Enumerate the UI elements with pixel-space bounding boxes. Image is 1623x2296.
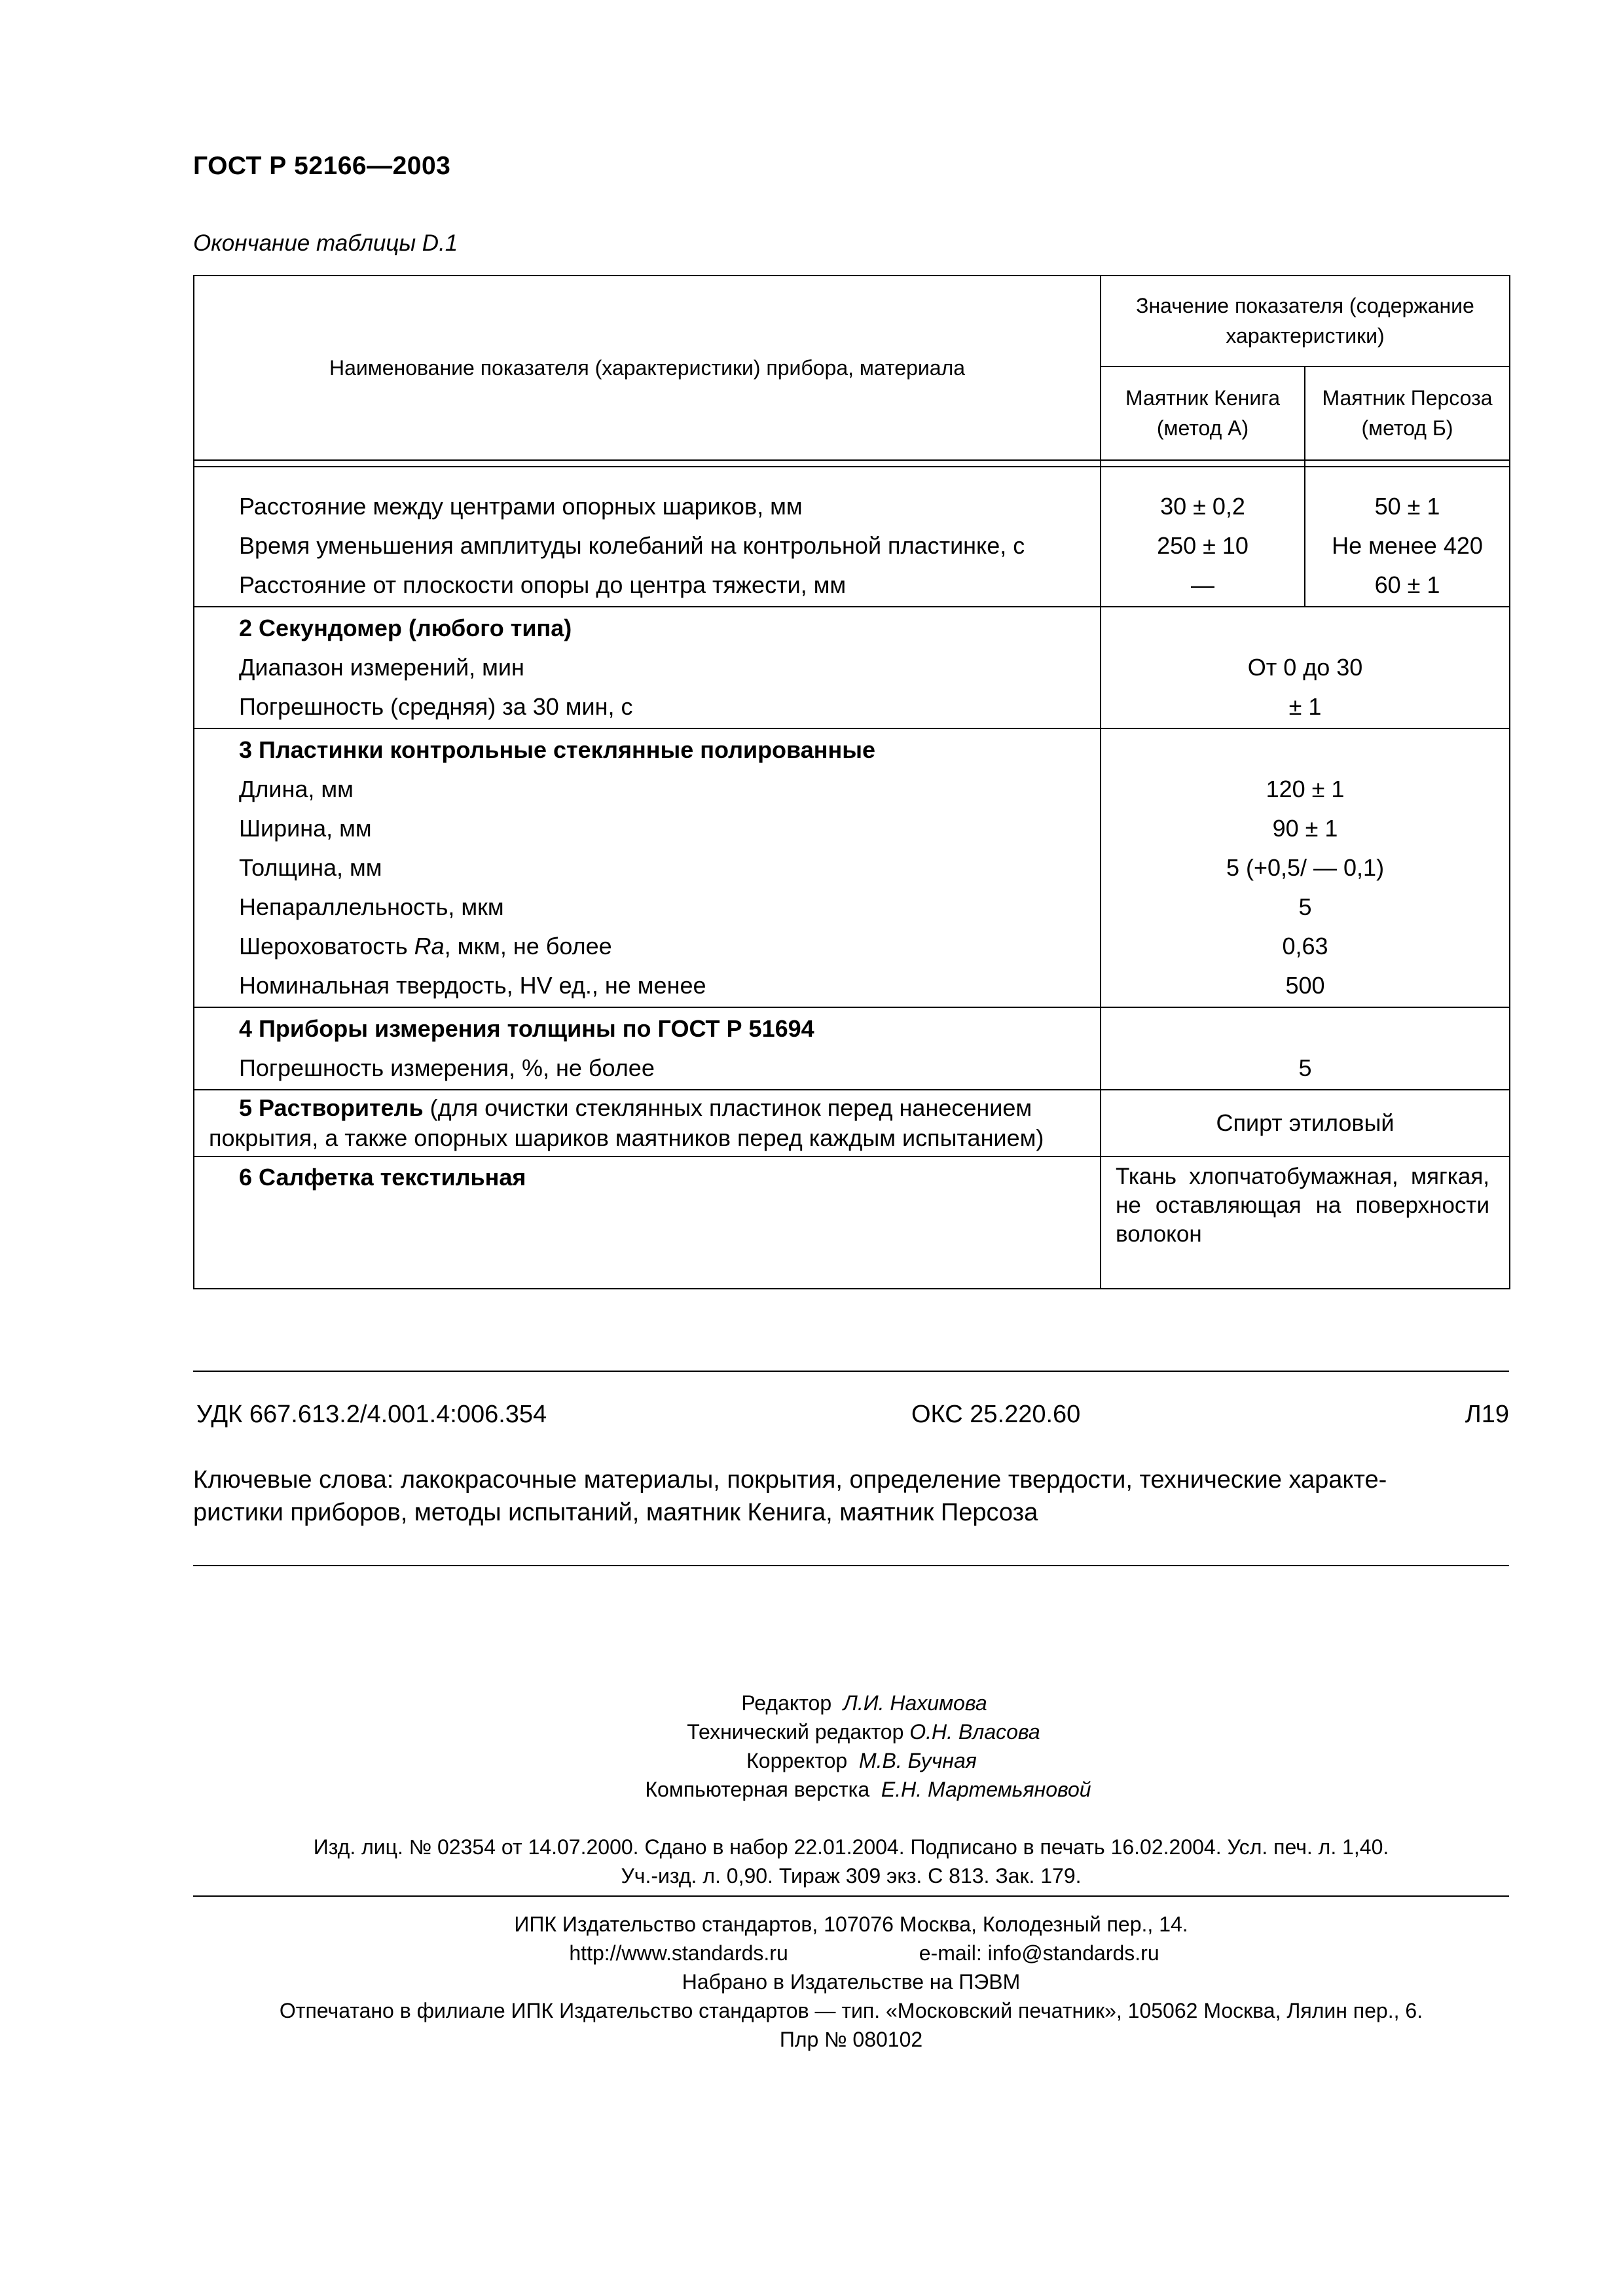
header-method-b-label: Маятник Персоза (метод Б)	[1322, 386, 1493, 440]
table-row-section-5	[194, 1090, 1510, 1157]
row-value-a: 30 ± 0,2	[1160, 493, 1245, 520]
header-method-a-cell	[1101, 367, 1305, 460]
printed-note: Отпечатано в филиале ИПК Издательство стандартов — тип. «Московский печатник», 105062 Москва, Лялин пер., 6.	[279, 1999, 1423, 2022]
table-header-row	[194, 276, 1510, 367]
table-row-section-4	[194, 1007, 1510, 1090]
section-2-values	[1101, 607, 1510, 728]
row-value: ± 1	[1288, 693, 1322, 720]
row-name: Толщина, мм	[239, 854, 382, 881]
row-name: Время уменьшения амплитуды колебаний на контрольной пластинке, с	[239, 532, 1025, 559]
section-5-text-line-1	[194, 1093, 1100, 1123]
section-3-title: 3 Пластинки контрольные стеклянные полированные	[239, 736, 875, 763]
row-name: Погрешность (средняя) за 30 мин, с	[239, 693, 633, 720]
section-1-names	[194, 467, 1101, 607]
document-title: ГОСТ Р 52166—2003	[193, 152, 451, 180]
row-value-b: 50 ± 1	[1374, 493, 1440, 520]
row-value-b: 60 ± 1	[1374, 571, 1440, 598]
footer-rule-top	[193, 1371, 1509, 1372]
keywords-line-2: ристики приборов, методы испытаний, маятник Кенига, маятник Персоза	[193, 1499, 1038, 1526]
table-caption: Окончание таблицы D.1	[193, 230, 458, 256]
table-row-section-2	[194, 607, 1510, 728]
section-5-value-cell	[1101, 1090, 1510, 1157]
keywords-line-1: Ключевые слова: лакокрасочные материалы, покрытия, определение твердости, технические характе-	[193, 1466, 1387, 1494]
section-6-title: 6 Салфетка текстильная	[239, 1164, 526, 1191]
row-value: 5 (+0,5/ — 0,1)	[1226, 854, 1385, 881]
oks-code: ОКС 25.220.60	[911, 1401, 1081, 1428]
corrector-line: Корректор М.В. Бучная	[746, 1749, 977, 1772]
section-6-names	[194, 1157, 1101, 1289]
row-value-b: Не менее 420	[1332, 532, 1483, 559]
section-2-title: 2 Секундомер (любого типа)	[239, 615, 572, 641]
classification-code: Л19	[1465, 1401, 1509, 1428]
row-value: 500	[1285, 972, 1325, 999]
publisher-block	[193, 1910, 1509, 2054]
imprint-line-1: Изд. лиц. № 02354 от 14.07.2000. Сдано в набор 22.01.2004. Подписано в печать 16.02.2004. Усл. печ. л. 1,40.	[313, 1835, 1389, 1859]
typeset-note: Набрано в Издательстве на ПЭВМ	[682, 1970, 1021, 1994]
row-name-italic: Ra	[414, 933, 445, 960]
row-name: Длина, мм	[239, 776, 354, 802]
section-6-value: Ткань хлопчатобумажная, мягкая, не оставляющая на поверхности волокон	[1116, 1164, 1489, 1247]
row-name-prefix: Шероховатость	[239, 933, 414, 960]
row-name: Ширина, мм	[239, 815, 372, 842]
table-row-section-6	[194, 1157, 1510, 1289]
row-name: Расстояние между центрами опорных шариков, мм	[239, 493, 803, 520]
row-value: 0,63	[1282, 933, 1328, 960]
table-row-section-1	[194, 467, 1510, 607]
editor-line: Редактор Л.И. Нахимова	[741, 1691, 987, 1715]
tech-editor-line: Технический редактор О.Н. Власова	[687, 1720, 1040, 1744]
section-5-names	[194, 1090, 1101, 1157]
row-name: Погрешность измерения, %, не более	[239, 1054, 655, 1081]
header-value-label: Значение показателя (содержание характеристики)	[1136, 293, 1474, 348]
layout-line: Компьютерная верстка Е.Н. Мартемьяновой	[645, 1778, 1091, 1801]
section-5-title: 5 Растворитель	[239, 1094, 424, 1121]
imprint-rule	[193, 1895, 1509, 1897]
section-5-text-1: (для очистки стеклянных пластинок перед нанесением	[423, 1094, 1032, 1121]
header-method-b-cell	[1305, 367, 1510, 460]
publisher-address: ИПК Издательство стандартов, 107076 Москва, Колодезный пер., 14.	[514, 1912, 1188, 1936]
section-2-names	[194, 607, 1101, 728]
row-value: 90 ± 1	[1272, 815, 1338, 842]
section-4-names	[194, 1007, 1101, 1090]
contact-line	[193, 1939, 1509, 1967]
plr-number: Плр № 080102	[779, 2028, 923, 2051]
row-name-roughness	[194, 927, 1100, 966]
specifications-table	[193, 275, 1510, 1289]
section-1-method-b	[1305, 467, 1510, 607]
header-method-a-label: Маятник Кенига (метод А)	[1125, 386, 1280, 440]
row-value-a: 250 ± 10	[1157, 532, 1249, 559]
imprint-line-2: Уч.-изд. л. 0,90. Тираж 309 экз. С 813. Зак. 179.	[621, 1864, 1082, 1888]
website-link[interactable]: http://www.standards.ru	[569, 1941, 788, 1965]
row-name: Расстояние от плоскости опоры до центра тяжести, мм	[239, 571, 847, 598]
header-name-label: Наименование показателя (характеристики) прибора, материала	[329, 355, 966, 380]
header-value-cell	[1101, 276, 1510, 367]
header-name-cell	[194, 276, 1101, 460]
section-5-value: Спирт этиловый	[1216, 1109, 1395, 1136]
credits-block	[193, 1689, 1509, 1804]
section-1-method-a	[1101, 467, 1305, 607]
row-value: 120 ± 1	[1266, 776, 1345, 802]
row-value: 5	[1298, 1054, 1312, 1081]
section-3-names	[194, 728, 1101, 1007]
row-value: 5	[1298, 893, 1312, 920]
row-name-suffix: , мкм, не более	[444, 933, 612, 960]
row-value: От 0 до 30	[1247, 654, 1363, 681]
row-name: Диапазон измерений, мин	[239, 654, 524, 681]
email-link[interactable]: e-mail: info@standards.ru	[919, 1941, 1159, 1965]
keywords	[193, 1463, 1387, 1529]
udk-code: УДК 667.613.2/4.001.4:006.354	[196, 1401, 547, 1428]
row-value-a: —	[1191, 571, 1214, 598]
row-name: Непараллельность, мкм	[239, 893, 504, 920]
table-row-section-3	[194, 728, 1510, 1007]
section-6-value-cell	[1101, 1157, 1510, 1289]
footer-rule-bottom	[193, 1565, 1509, 1566]
section-4-values	[1101, 1007, 1510, 1090]
section-3-values	[1101, 728, 1510, 1007]
imprint-block	[193, 1833, 1509, 1890]
section-5-text-line-2: покрытия, а также опорных шариков маятников перед каждым испытанием)	[209, 1124, 1044, 1151]
header-double-rule	[194, 460, 1510, 467]
section-4-title: 4 Приборы измерения толщины по ГОСТ Р 51694	[239, 1015, 814, 1042]
row-name: Номинальная твердость, HV ед., не менее	[239, 972, 706, 999]
